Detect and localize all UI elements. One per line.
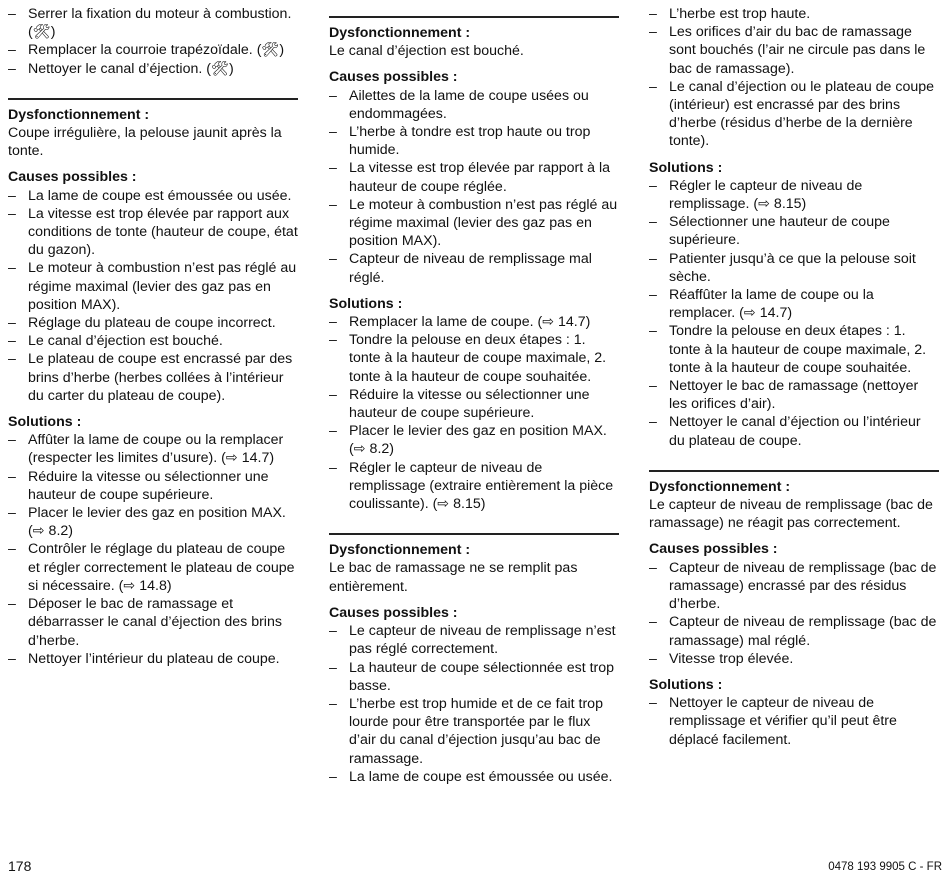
causes-title: Causes possibles : xyxy=(649,541,778,558)
top-list xyxy=(8,5,298,78)
list-item: – Nettoyer le capteur de niveau de remplissage et vérifier qu’il peut être déplacé facilement. xyxy=(649,694,939,749)
causes-list-continued xyxy=(649,5,939,151)
section-title: Dysfonctionnement : xyxy=(8,106,150,123)
list-item: – Vitesse trop élevée. xyxy=(649,650,939,668)
column-2 xyxy=(329,0,619,786)
list-item: – La lame de coupe est émoussée ou usée. xyxy=(329,768,619,786)
solutions-list xyxy=(329,313,619,513)
list-item: – Patienter jusqu’à ce que la pelouse soit sèche. xyxy=(649,250,939,286)
list-item: – Capteur de niveau de remplissage (bac de ramassage) mal réglé. xyxy=(649,613,939,649)
list-item: – Le moteur à combustion n’est pas réglé au régime maximal (levier des gaz pas en position MAX). xyxy=(329,196,619,251)
malfunction-description: Coupe irrégulière, la pelouse jaunit après la tonte. xyxy=(8,125,282,160)
list-item: – Nettoyer le bac de ramassage (nettoyer les orifices d’air). xyxy=(649,377,939,413)
list-item: – Capteur de niveau de remplissage mal réglé. xyxy=(329,250,619,286)
list-item: – La vitesse est trop élevée par rapport à la hauteur de coupe réglée. xyxy=(329,159,619,195)
solutions-title: Solutions : xyxy=(8,414,82,431)
list-item: – Tondre la pelouse en deux étapes : 1. tonte à la hauteur de coupe maximale, 2. tonte à la hauteur de coupe souhaitée. xyxy=(329,331,619,386)
list-item: – Réaffûter la lame de coupe ou la remplacer. (⇨ 14.7) xyxy=(649,286,939,322)
list-item: – L’herbe est trop haute. xyxy=(649,5,939,23)
malfunction-section xyxy=(329,24,619,513)
malfunction-description: Le bac de ramassage ne se remplit pas entièrement. xyxy=(329,560,578,595)
list-item: – Remplacer la lame de coupe. (⇨ 14.7) xyxy=(329,313,619,331)
list-item: – Tondre la pelouse en deux étapes : 1. tonte à la hauteur de coupe maximale, 2. tonte à la hauteur de coupe souhaitée. xyxy=(649,322,939,377)
list-item: – L’herbe à tondre est trop haute ou trop humide. xyxy=(329,123,619,159)
page-number: 178 xyxy=(8,858,32,874)
malfunction-section xyxy=(8,106,298,668)
list-item: – Placer le levier des gaz en position MAX. (⇨ 8.2) xyxy=(329,422,619,458)
solutions-list xyxy=(8,431,298,668)
list-item: – Le moteur à combustion n’est pas réglé au régime maximal (levier des gaz pas en position MAX). xyxy=(8,259,298,314)
list-item: – Nettoyer l’intérieur du plateau de coupe. xyxy=(8,650,298,668)
section-title: Dysfonctionnement : xyxy=(329,25,471,41)
causes-list xyxy=(329,87,619,287)
list-item: – Régler le capteur de niveau de remplissage. (⇨ 8.15) xyxy=(649,177,939,213)
list-item: – La hauteur de coupe sélectionnée est trop basse. xyxy=(329,659,619,695)
list-item: – Capteur de niveau de remplissage (bac de ramassage) encrassé par des résidus d’herbe. xyxy=(649,559,939,614)
malfunction-description: Le canal d’éjection est bouché. xyxy=(329,43,524,60)
section-divider xyxy=(329,533,619,535)
list-item: – Affûter la lame de coupe ou la remplacer (respecter les limites d’usure). (⇨ 14.7) xyxy=(8,431,298,467)
list-item: – Réduire la vitesse ou sélectionner une hauteur de coupe supérieure. xyxy=(329,386,619,422)
document-code: 0478 193 9905 C - FR xyxy=(828,861,942,873)
solutions-title: Solutions : xyxy=(649,159,723,176)
malfunction-section xyxy=(649,478,939,749)
list-item: – Réglage du plateau de coupe incorrect. xyxy=(8,314,298,332)
list-item: – Serrer la fixation du moteur à combustion. (🛠) xyxy=(8,5,298,41)
section-divider xyxy=(8,98,298,100)
causes-list xyxy=(8,187,298,405)
list-item: – Les orifices d’air du bac de ramassage sont bouchés (l’air ne circule pas dans le bac de ramassage). xyxy=(649,23,939,78)
list-item: – La lame de coupe est émoussée ou usée. xyxy=(8,187,298,205)
list-item: – Nettoyer le canal d’éjection. (🛠) xyxy=(8,60,298,78)
causes-list xyxy=(649,559,939,668)
list-item: – Le canal d’éjection est bouché. xyxy=(8,332,298,350)
list-item: – Sélectionner une hauteur de coupe supérieure. xyxy=(649,213,939,249)
list-item: – Le canal d’éjection ou le plateau de coupe (intérieur) est encrassé par des brins d’herbe (résidus d’herbe de la dernière tonte). xyxy=(649,78,939,151)
list-item: – Réduire la vitesse ou sélectionner une hauteur de coupe supérieure. xyxy=(8,468,298,504)
list-item: – Le plateau de coupe est encrassé par des brins d’herbe (herbes collées à l’intérieur du carter du plateau de coupe). xyxy=(8,350,298,405)
list-item: – Contrôler le réglage du plateau de coupe et régler correctement le plateau de coupe si nécessaire. (⇨ 14.8) xyxy=(8,540,298,595)
causes-title: Causes possibles : xyxy=(8,169,137,186)
section-divider xyxy=(649,470,939,472)
list-item: – Le capteur de niveau de remplissage n’est pas réglé correctement. xyxy=(329,622,619,658)
causes-list xyxy=(329,622,619,786)
list-item: – Déposer le bac de ramassage et débarrasser le canal d’éjection des brins d’herbe. xyxy=(8,595,298,650)
causes-title: Causes possibles : xyxy=(329,69,458,86)
list-item: – Ailettes de la lame de coupe usées ou endommagées. xyxy=(329,87,619,123)
list-item: – La vitesse est trop élevée par rapport aux conditions de tonte (hauteur de coupe, état du gazon). xyxy=(8,205,298,260)
list-item: – Nettoyer le canal d’éjection ou l’intérieur du plateau de coupe. xyxy=(649,413,939,449)
list-item: – Régler le capteur de niveau de remplissage (extraire entièrement la pièce coulissante). (⇨ 8.15) xyxy=(329,459,619,514)
solutions-list xyxy=(649,177,939,450)
list-item: – Placer le levier des gaz en position MAX. (⇨ 8.2) xyxy=(8,504,298,540)
column-1 xyxy=(8,0,298,668)
section-title: Dysfonctionnement : xyxy=(329,542,471,559)
malfunction-section xyxy=(329,541,619,786)
list-item: – L’herbe est trop humide et de ce fait trop lourde pour être transportée par le flux d’air du canal d’éjection jusqu’au bac de ramassage. xyxy=(329,695,619,768)
malfunction-description: Le capteur de niveau de remplissage (bac de ramassage) ne réagit pas correctement. xyxy=(649,497,933,532)
solutions-title: Solutions : xyxy=(329,295,403,312)
solutions-list xyxy=(649,694,939,749)
section-divider xyxy=(329,16,619,18)
solutions-title: Solutions : xyxy=(649,676,723,693)
causes-title: Causes possibles : xyxy=(329,604,458,621)
column-3 xyxy=(649,0,939,749)
list-item: – Remplacer la courroie trapézoïdale. (🛠) xyxy=(8,41,298,59)
section-title: Dysfonctionnement : xyxy=(649,478,791,495)
